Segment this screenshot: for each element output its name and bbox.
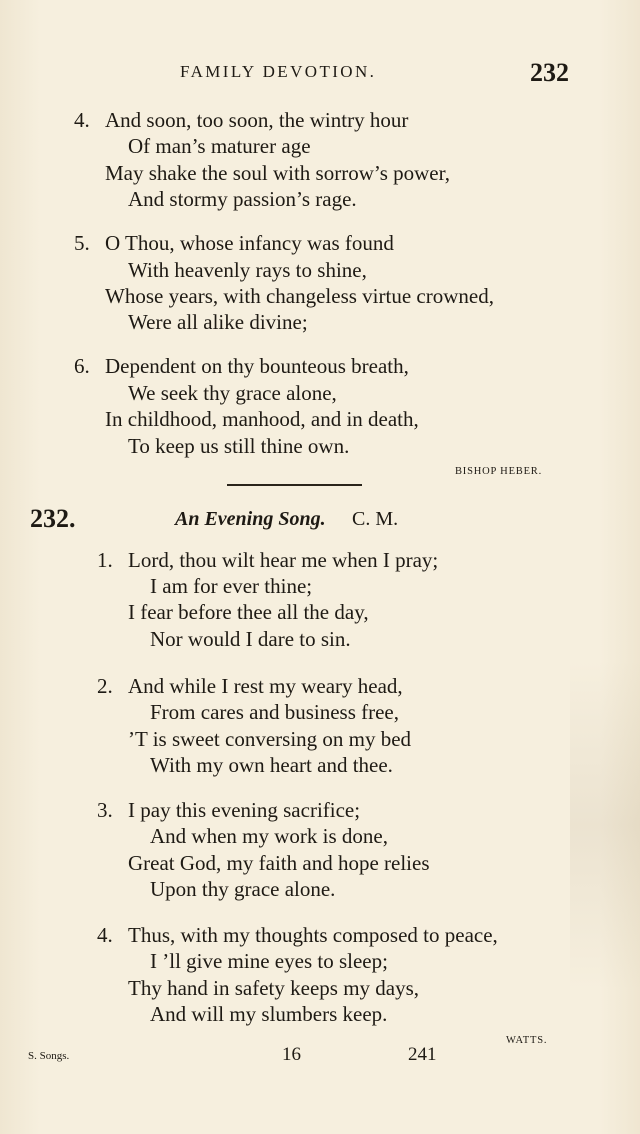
verse-line: Of man’s maturer age	[128, 134, 311, 158]
verse-line: We seek thy grace alone,	[128, 381, 337, 405]
verse-line: And when my work is done,	[150, 824, 388, 848]
verse-line: ’T is sweet conversing on my bed	[128, 727, 412, 751]
verse-line: Thus, with my thoughts composed to peace,	[128, 923, 498, 947]
hymn-title: An Evening Song.	[175, 508, 326, 530]
verse-line: From cares and business free,	[150, 700, 400, 724]
verse-line: And will my slumbers keep.	[150, 1002, 388, 1026]
verse-line: I fear before thee all the day,	[128, 600, 369, 624]
verse-line: I pay this evening sacrifice;	[128, 798, 361, 822]
verse-line: Were all alike divine;	[128, 310, 308, 334]
verse-line: With heavenly rays to shine,	[128, 258, 367, 282]
stanza-number: 6.	[74, 354, 90, 378]
verse-line: Great God, my faith and hope relies	[128, 851, 430, 875]
stanza-number: 4.	[74, 108, 90, 132]
stanza-number: 5.	[74, 231, 90, 255]
verse-line: May shake the soul with sorrow’s power,	[105, 161, 451, 185]
page-number: 232	[530, 58, 569, 87]
verse-line: I ’ll give mine eyes to sleep;	[150, 949, 388, 973]
running-head: FAMILY DEVOTION.	[180, 62, 377, 81]
verse-line: And while I rest my weary head,	[128, 674, 403, 698]
footer-signature: 16	[282, 1044, 301, 1065]
footer-short-title: S. Songs.	[28, 1050, 70, 1062]
verse-line: Lord, thou wilt hear me when I pray;	[128, 548, 439, 572]
stanza-number: 3.	[97, 798, 113, 822]
stanza-number: 1.	[97, 548, 113, 572]
verse-line: O Thou, whose infancy was found	[105, 231, 394, 255]
verse-line: Upon thy grace alone.	[150, 877, 336, 901]
verse-line: In childhood, manhood, and in death,	[105, 407, 419, 431]
verse-line: Nor would I dare to sin.	[150, 627, 351, 651]
footer-page-number: 241	[408, 1044, 437, 1065]
verse-line: To keep us still thine own.	[128, 434, 350, 458]
stanza-number: 2.	[97, 674, 113, 698]
verse-line: I am for ever thine;	[150, 574, 313, 598]
section-divider	[227, 484, 362, 486]
verse-line: Dependent on thy bounteous breath,	[105, 354, 409, 378]
hymn-meter: C. M.	[352, 508, 399, 530]
verse-line: Whose years, with changeless virtue crowned,	[105, 284, 494, 308]
hymn-number: 232.	[30, 504, 76, 533]
attribution: WATTS.	[506, 1035, 548, 1046]
verse-line: And soon, too soon, the wintry hour	[105, 108, 409, 132]
verse-line: With my own heart and thee.	[150, 753, 393, 777]
attribution: BISHOP HEBER.	[455, 466, 543, 477]
page-bleed-through	[570, 660, 640, 990]
verse-line: Thy hand in safety keeps my days,	[128, 976, 420, 1000]
verse-line: And stormy passion’s rage.	[128, 187, 357, 211]
stanza-number: 4.	[97, 923, 113, 947]
